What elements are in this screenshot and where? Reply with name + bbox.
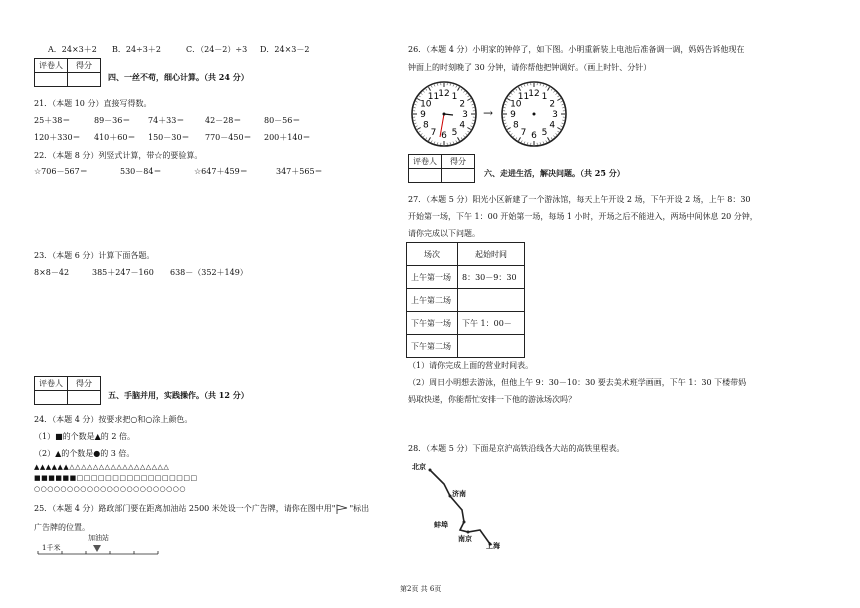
q23-text: 23．（本题 6 分）计算下面各题。 (34, 251, 155, 260)
q22-item: ☆647＋459＝ (194, 167, 248, 176)
q23-item: 638－（352＋149） (170, 268, 248, 277)
clock-number: 12 (528, 89, 540, 99)
clock-number: 4 (549, 120, 556, 131)
table-cell: 上午第二场 (407, 289, 458, 312)
q21-item: 410＋60＝ (94, 133, 136, 142)
page-footer: 第2页 共 6页 (400, 585, 442, 593)
q20-option-b: B．24÷3＋2 (112, 45, 161, 54)
gas-station-marker (93, 545, 101, 552)
q21-item: 120＋330＝ (34, 133, 81, 142)
q21-item: 770－450＝ (205, 133, 252, 142)
clock-number: 12 (438, 89, 450, 99)
reviewer-label: 评卷人 (35, 59, 68, 73)
q22-item: ☆706－567＝ (34, 167, 88, 176)
clock-arrow: → (483, 106, 494, 120)
table-cell: 下午第一场 (407, 312, 458, 335)
schedule-table (406, 242, 525, 358)
clock-number: 3 (552, 110, 558, 120)
section4-title: 四、一丝不苟，细心计算。（共 24 分） (108, 72, 249, 82)
q21-item: 200＋140＝ (264, 133, 311, 142)
table-header: 起始时间 (458, 243, 525, 266)
table-cell: 8：30－9：30 (458, 266, 525, 289)
q25-text-b: "标出 (349, 504, 370, 513)
clock-number: 6 (441, 131, 447, 141)
map-label-jinan: 济南 (452, 489, 466, 498)
clock-number: 5 (451, 128, 458, 139)
q22-item: 347＋565＝ (276, 167, 323, 176)
q21-item: 74＋33＝ (148, 116, 185, 125)
q28-text: 28．（本题 5 分）下面是京沪高铁沿线各大站的高铁里程表。 (408, 444, 625, 453)
q21-item: 80－56＝ (264, 116, 301, 125)
clock-number: 5 (541, 128, 548, 139)
q23-item: 8×8－42 (34, 268, 70, 277)
station-label: 加油站 (88, 534, 109, 542)
score-cell[interactable] (68, 73, 101, 87)
q22-text: 22．（本题 8 分）列竖式计算，带☆的要验算。 (34, 151, 203, 160)
triangle-row: ▲▲▲▲▲▲△△△△△△△△△△△△△△△△△ (34, 463, 170, 471)
clock-number: 11 (517, 91, 530, 102)
clock-number: 7 (430, 128, 437, 139)
q20-option-a: A．24×3＋2 (48, 45, 97, 54)
clock-answer[interactable] (500, 80, 568, 148)
q26-line1: 26．（本题 4 分）小明家的钟停了，如下图。小明重新装上电池后准备调一调，妈妈告诉他现在 (408, 45, 745, 54)
score-box-section4 (34, 58, 101, 87)
answer-cell[interactable] (458, 289, 525, 312)
table-cell: 上午第一场 (407, 266, 458, 289)
square-row: ■■■■■■□□□□□□□□□□□□□□□□□ (34, 474, 198, 482)
clock-before (410, 80, 478, 148)
table-header: 场次 (407, 243, 458, 266)
score-cell[interactable] (68, 391, 101, 405)
clock-number: 4 (459, 120, 466, 131)
clock-number: 10 (510, 99, 522, 110)
q20-option-c: C．（24－2）÷3 (186, 45, 248, 54)
q21-item: 42－28＝ (205, 116, 242, 125)
score-box-section5 (34, 376, 101, 405)
score-label: 得分 (68, 59, 101, 73)
table-cell: 下午第二场 (407, 335, 458, 358)
clock-number: 9 (510, 110, 516, 120)
map-label-shanghai: 上海 (486, 541, 500, 550)
q27-part2a: （2）周日小明想去游泳，但他上午 9：30－10：30 要去美术班学画画，下午 1：30 下楼带妈 (408, 378, 747, 387)
score-box-section6 (408, 154, 475, 183)
q27-part2b: 妈取快递，你能帮忙安排一下他的游泳场次吗？ (408, 395, 576, 404)
answer-cell[interactable]: 下午 1：00－ (458, 312, 525, 335)
clock-number: 10 (420, 99, 432, 110)
score-cell[interactable] (442, 169, 475, 183)
reviewer-cell[interactable] (35, 391, 68, 405)
flag-icon (335, 504, 349, 514)
clock-number: 11 (427, 91, 440, 102)
q24-part1: （1）■的个数是▲的 2 倍。 (34, 432, 135, 441)
q27-line3: 请你完成以下问题。 (408, 229, 480, 238)
q22-item: 530－84＝ (120, 167, 162, 176)
reviewer-cell[interactable] (409, 169, 442, 183)
clock-number: 7 (520, 128, 527, 139)
reviewer-label: 评卷人 (35, 377, 68, 391)
q25-text (34, 503, 369, 514)
reviewer-cell[interactable] (35, 73, 68, 87)
score-label: 得分 (442, 155, 475, 169)
answer-cell[interactable] (458, 335, 525, 358)
q27-line2: 开始第一场，下午 1：00 开始第一场，每场 1 小时，开场之后不能进入，两场中间休息 20 分钟， (408, 212, 758, 221)
clock-number: 8 (422, 120, 429, 131)
section6-title: 六、走进生活，解决问题。（共 25 分） (484, 168, 625, 178)
q26-line2: 钟面上的时刻晚了 30 分钟，请你帮他把钟调好。（画上时针、分针） (408, 63, 652, 72)
map-label-nanjing: 南京 (458, 534, 472, 543)
reviewer-label: 评卷人 (409, 155, 442, 169)
section5-title: 五、手脑并用，实践操作。（共 12 分） (108, 390, 249, 400)
clock-number: 3 (462, 110, 468, 120)
map-label-bengbu: 蚌埠 (434, 520, 448, 529)
score-label: 得分 (68, 377, 101, 391)
clock-number: 8 (512, 120, 519, 131)
clock-number: 2 (549, 99, 556, 110)
scale-label: 1千米 (42, 544, 61, 552)
clock-number: 1 (451, 91, 458, 102)
q20-option-d: D．24×3－2 (260, 45, 310, 54)
q21-item: 25＋38＝ (34, 116, 71, 125)
circle-row: ○○○○○○○○○○○○○○○○○○○○○○○ (34, 485, 186, 493)
q21-item: 150－30＝ (148, 133, 190, 142)
clock-number: 6 (531, 131, 537, 141)
q27-part1: （1）请你完成上面的营业时间表。 (408, 361, 534, 370)
q25-text-a: 25．（本题 4 分）路政部门要在距离加油站 2500 米处设一个广告牌，请你在图中用" (34, 504, 336, 513)
q21-text: 21．（本题 10 分）直接写得数。 (34, 99, 152, 108)
clock-number: 9 (420, 110, 426, 120)
clock-number: 1 (541, 91, 548, 102)
clock-number: 2 (459, 99, 466, 110)
q25-text-c: 广告牌的位置。 (34, 523, 90, 532)
q24-text: 24．（本题 4 分）按要求把○和○涂上颜色。 (34, 415, 193, 424)
q27-line1: 27．（本题 5 分）阳光小区新建了一个游泳馆，每天上午开设 2 场，下午开设 2 场，上午 8：30 (408, 195, 751, 204)
q24-part2: （2）▲的个数是●的 3 倍。 (34, 449, 135, 458)
map-label-beijing: 北京 (412, 462, 426, 471)
q23-item: 385＋247－160 (92, 268, 154, 277)
q21-item: 89－36＝ (94, 116, 131, 125)
